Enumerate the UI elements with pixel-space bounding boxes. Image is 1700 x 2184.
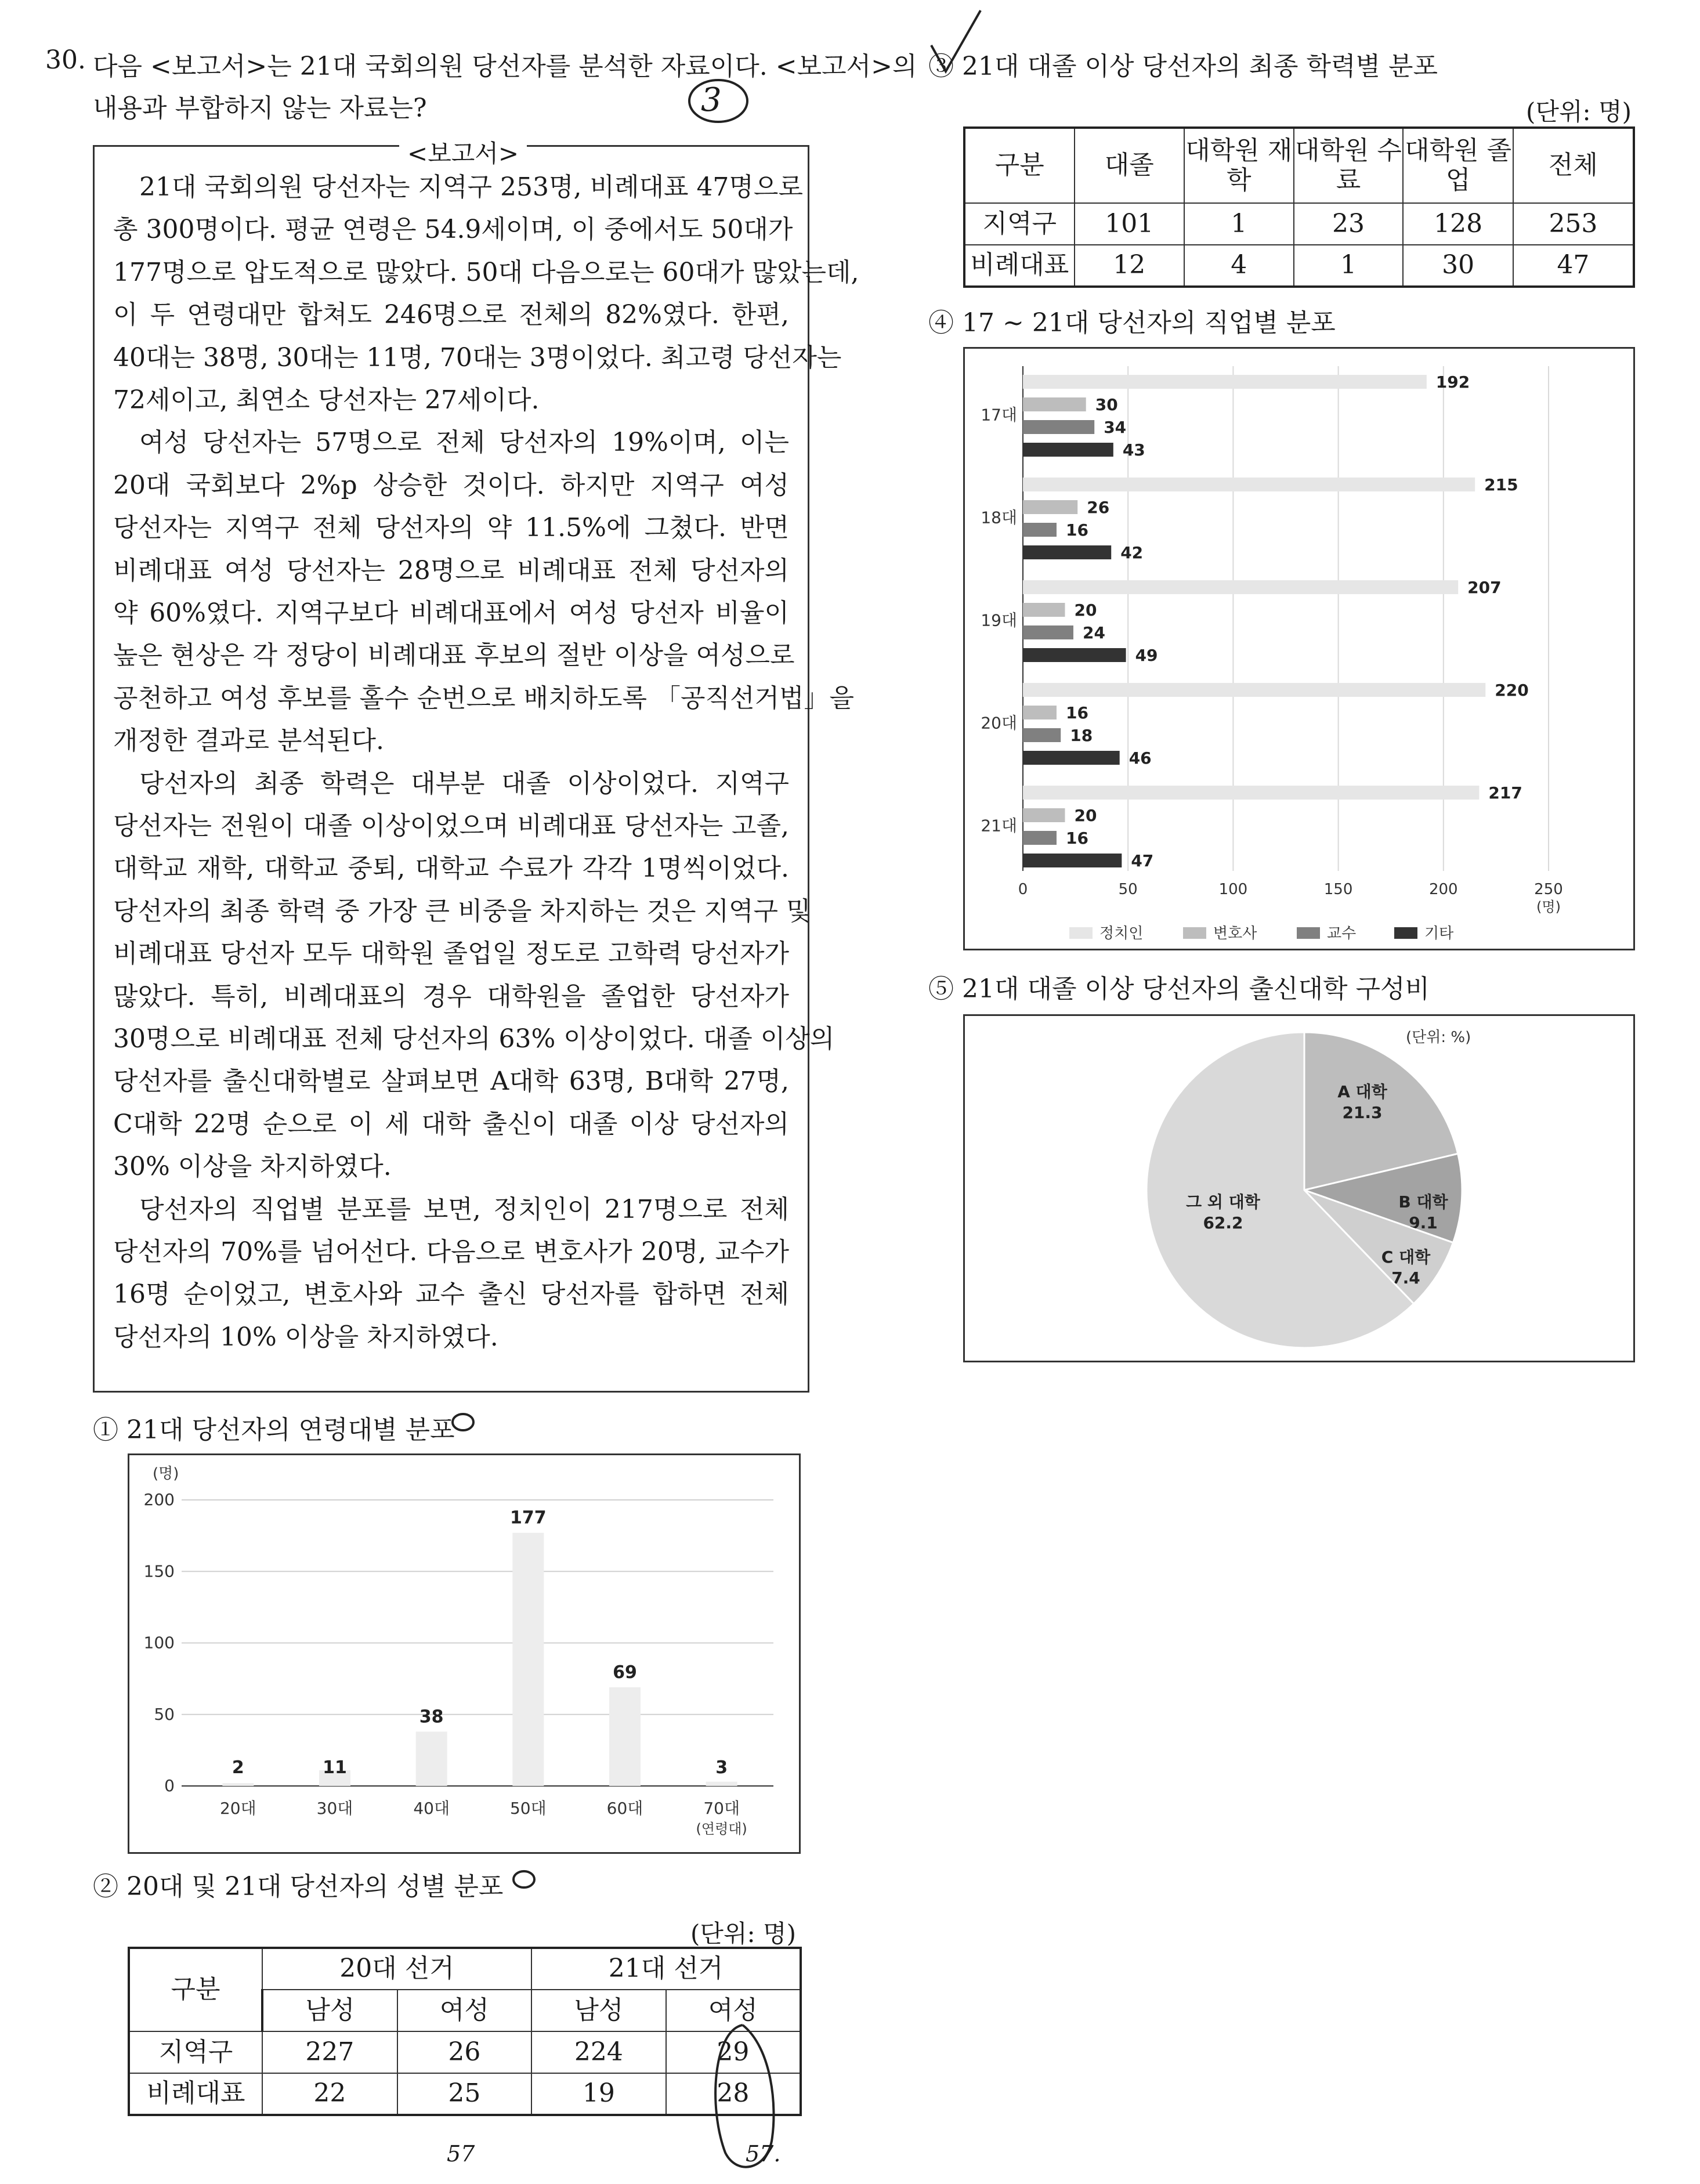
bar [1023,831,1057,845]
x-tick-label: 50대 [509,1799,547,1818]
option4-chart-frame [963,347,1635,950]
bar [1023,625,1073,639]
x-tick-label: 20대 [219,1799,256,1818]
university-pie-chart [965,1016,1633,1361]
bar-value-label: 20 [1074,806,1097,825]
bar [1023,478,1475,491]
bar [1023,420,1094,434]
category-label: 19대 [981,610,1017,630]
report-line: 당선자의 직업별 분포를 보면, 정치인이 217명으로 전체 [139,1194,789,1224]
bar-value-label: 16 [1065,520,1088,540]
report-line: 177명으로 압도적으로 많았다. 50대 다음으로는 60대가 많았는데, [113,257,859,287]
report-line: 21대 국회의원 당선자는 지역구 253명, 비례대표 47명으로 [139,172,803,202]
option3-unit: (단위: 명) [1526,97,1632,126]
x-tick-label: 60대 [606,1799,643,1818]
report-line: 당선자의 최종 학력은 대부분 대졸 이상이었다. 지역구 [139,768,789,798]
table-cell: 1 [1294,245,1404,287]
option2-unit: (단위: 명) [690,1919,796,1948]
handwritten-note: 57 [447,2141,475,2167]
age-distribution-chart [129,1455,799,1852]
report-line: 비례대표 당선자 모두 대학원 졸업일 정도로 고학력 당선자가 [113,939,789,969]
bar-value-label: 11 [323,1758,347,1778]
bar [1023,786,1479,800]
table-header: 대학원 졸업 [1403,128,1513,203]
x-tick-label: 250 [1534,881,1563,898]
table-header: 여성 [397,1990,531,2031]
table-cell: 지역구 [129,2031,262,2073]
slice-value: 7.4 [1391,1268,1420,1288]
check-mark-o [447,1407,482,1436]
bar [1023,545,1111,559]
report-line: 약 60%였다. 지역구보다 비례대표에서 여성 당선자 비율이 [113,598,789,628]
report-line: 공천하고 여성 후보를 홀수 순번으로 배치하도록 「공직선거법」을 [113,683,855,713]
category-label: 18대 [981,508,1017,527]
report-line: 높은 현상은 각 정당이 비례대표 후보의 절반 이상을 여성으로 [113,641,795,671]
x-axis-unit: (연령대) [696,1821,747,1837]
report-title: <보고서> [399,135,527,169]
report-line: 많았다. 특히, 비례대표의 경우 대학원을 졸업한 당선자가 [113,981,789,1011]
bar [1023,523,1057,537]
report-line: 이 두 연령대만 합쳐도 246명으로 전체의 82%였다. 한편, [113,300,789,330]
table-header: 남성 [531,1990,666,2031]
x-axis-unit: (명) [1536,899,1561,915]
bar-value-label: 46 [1128,749,1152,768]
category-label: 20대 [981,713,1017,733]
bar [1023,728,1061,742]
table-cell: 224 [531,2031,666,2073]
legend-swatch [1394,927,1417,939]
bar-value-label: 16 [1065,829,1088,848]
handwritten-answer: 3 [701,81,722,119]
report-line: 30명으로 비례대표 전체 당선자의 63% 이상이었다. 대졸 이상의 [113,1024,835,1054]
bar-value-label: 215 [1484,475,1518,494]
slice-label: 그 외 대학 [1186,1192,1260,1212]
bar [1023,706,1057,719]
report-line: 총 300명이다. 평균 연령은 54.9세이며, 이 중에서도 50대가 [113,215,793,245]
table-row [964,203,1634,245]
report-line: 72세이고, 최연소 당선자는 27세이다. [113,385,540,415]
table-cell: 26 [397,2031,531,2073]
table-cell: 19 [531,2073,666,2115]
y-tick-label: 50 [154,1704,175,1724]
table-cell: 227 [262,2031,397,2073]
y-tick-label: 0 [164,1776,175,1795]
bar-value-label: 47 [1131,851,1154,870]
bar-value-label: 24 [1082,623,1105,642]
table-cell: 30 [1403,245,1513,287]
x-tick-label: 70대 [703,1799,740,1818]
bar-value-label: 18 [1070,726,1093,745]
bar [416,1731,447,1786]
table-header: 20대 선거 [262,1948,531,1990]
x-tick-label: 150 [1323,881,1353,898]
x-tick-label: 40대 [413,1799,450,1818]
table-cell: 47 [1513,245,1634,287]
bar [222,1783,254,1786]
bar-value-label: 177 [510,1507,547,1528]
report-line: 당선자를 출신대학별로 살펴보면 A대학 63명, B대학 27명, [113,1066,789,1097]
x-tick-label: 100 [1218,881,1248,898]
table-cell: 253 [1513,203,1634,245]
bar [609,1687,641,1786]
report-line: 16명 순이었고, 변호사와 교수 출신 당선자를 합하면 전체 [113,1279,789,1310]
legend-label: 정치인 [1099,925,1144,942]
option3-table [963,126,1635,288]
bar-value-label: 30 [1095,395,1118,414]
table-cell: 128 [1403,203,1513,245]
legend-swatch [1183,927,1206,939]
report-line: 개정한 결과로 분석된다. [113,726,384,756]
bar-value-label: 49 [1135,646,1158,665]
table-header: 대학원 수료 [1294,128,1404,203]
question-stem-line1: 다음 <보고서>는 21대 국회의원 당선자를 분석한 자료이다. <보고서>의 [93,52,917,81]
category-label: 21대 [981,816,1017,836]
bar-value-label: 69 [613,1662,637,1683]
table-cell: 비례대표 [964,245,1075,287]
option2-title: ② 20대 및 21대 당선자의 성별 분포 [93,1872,504,1901]
report-line: 당선자의 최종 학력 중 가장 큰 비중을 차지하는 것은 지역구 및 [113,896,811,926]
table-cell: 23 [1294,203,1404,245]
option1-title: ① 21대 당선자의 연령대별 분포 [93,1415,455,1445]
table-header: 대학원 재학 [1184,128,1294,203]
table-cell: 4 [1184,245,1294,287]
slice-label: B 대학 [1398,1192,1448,1212]
option5-title: ⑤ 21대 대졸 이상 당선자의 출신대학 구성비 [928,974,1430,1004]
x-tick-label: 0 [1018,881,1028,898]
bar-value-label: 34 [1104,418,1127,437]
bar-value-label: 26 [1087,498,1110,517]
option1-chart-frame [128,1453,801,1854]
table-header: 전체 [1513,128,1634,203]
bar [706,1782,737,1786]
bar-value-label: 43 [1122,440,1145,460]
y-tick-label: 200 [143,1490,175,1509]
bar-value-label: 217 [1488,783,1522,802]
table-cell: 101 [1075,203,1185,245]
table-row [964,245,1634,287]
occupation-distribution-chart [965,349,1633,949]
table-cell: 22 [262,2073,397,2115]
bar-value-label: 2 [232,1758,244,1778]
table-cell: 1 [1184,203,1294,245]
bar [1023,397,1086,411]
bar-value-label: 192 [1435,373,1470,392]
report-line: 여성 당선자는 57명으로 전체 당선자의 19%이며, 이는 [139,428,789,458]
question-stem-line2: 내용과 부합하지 않는 자료는? [93,93,427,123]
check-mark-o [508,1864,542,1893]
table-cell: 28 [666,2073,801,2115]
legend-label: 교수 [1327,925,1357,942]
legend-swatch [1069,927,1093,939]
handwritten-check-mark [920,5,989,80]
bar [512,1533,544,1786]
table-cell: 25 [397,2073,531,2115]
bar [1023,500,1077,514]
slice-value: 21.3 [1342,1103,1383,1122]
slice-label: C 대학 [1381,1248,1431,1267]
report-line: 당선자는 전원이 대졸 이상이었으며 비례대표 당선자는 고졸, [113,811,789,841]
y-axis-unit: (명) [153,1465,179,1482]
option3-title: ③ 21대 대졸 이상 당선자의 최종 학력별 분포 [928,52,1438,81]
bar-value-label: 3 [715,1758,728,1778]
y-tick-label: 150 [143,1561,175,1581]
handwritten-note: 57. [746,2141,781,2167]
bar-value-label: 42 [1120,543,1144,562]
bar [1023,751,1120,765]
question-number: 30. [45,45,86,75]
legend-label: 기타 [1424,925,1454,942]
x-tick-label: 200 [1428,881,1458,898]
option5-chart-frame [963,1014,1635,1362]
y-tick-label: 100 [143,1633,175,1653]
x-tick-label: 50 [1118,881,1138,898]
option4-title: ④ 17 ~ 21대 당선자의 직업별 분포 [928,308,1336,338]
legend-label: 변호사 [1213,925,1257,942]
report-line: 대학교 재학, 대학교 중퇴, 대학교 수료가 각각 1명씩이었다. [113,854,789,884]
table-header: 대졸 [1075,128,1185,203]
category-label: 17대 [981,405,1017,425]
report-line: 비례대표 여성 당선자는 28명으로 비례대표 전체 당선자의 [113,555,789,585]
bar-value-label: 220 [1495,681,1529,700]
bar [1023,580,1458,594]
x-tick-label: 30대 [316,1799,353,1818]
report-line: C대학 22명 순으로 이 세 대학 출신이 대졸 이상 당선자의 [113,1109,789,1139]
bar [1023,648,1126,662]
bar [1023,603,1065,617]
report-line: 당선자의 70%를 넘어선다. 다음으로 변호사가 20명, 교수가 [113,1237,789,1267]
answer-circle-mark [685,75,754,128]
bar [1023,683,1485,697]
table-cell: 29 [666,2031,801,2073]
slice-value: 9.1 [1409,1213,1438,1232]
bar-value-label: 207 [1467,578,1502,597]
table-header: 구분 [964,128,1075,203]
bar-value-label: 38 [419,1706,444,1727]
report-line: 당선자는 지역구 전체 당선자의 약 11.5%에 그쳤다. 반면 [113,513,789,543]
report-line: 40대는 38명, 30대는 11명, 70대는 3명이었다. 최고령 당선자는 [113,342,842,373]
report-line: 20대 국회보다 2%p 상승한 것이다. 하지만 지역구 여성 [113,470,789,500]
report-line: 당선자의 10% 이상을 차지하였다. [113,1322,498,1352]
bar [1023,375,1427,389]
bar-value-label: 20 [1074,601,1097,620]
table-header: 남성 [262,1990,397,2031]
table-header: 여성 [666,1990,801,2031]
table-header: 구분 [129,1948,262,2031]
bar [1023,443,1113,457]
slice-label: A 대학 [1337,1082,1387,1101]
report-line: 30% 이상을 차지하였다. [113,1152,392,1182]
table-cell: 12 [1075,245,1185,287]
bar [1023,808,1065,822]
table-cell: 비례대표 [129,2073,262,2115]
bar [1023,854,1122,867]
bar-value-label: 16 [1065,703,1088,722]
table-cell: 지역구 [964,203,1075,245]
table-header: 21대 선거 [531,1948,801,1990]
chart-unit: (단위: %) [1406,1029,1471,1046]
slice-value: 62.2 [1203,1213,1243,1232]
legend-swatch [1297,927,1320,939]
